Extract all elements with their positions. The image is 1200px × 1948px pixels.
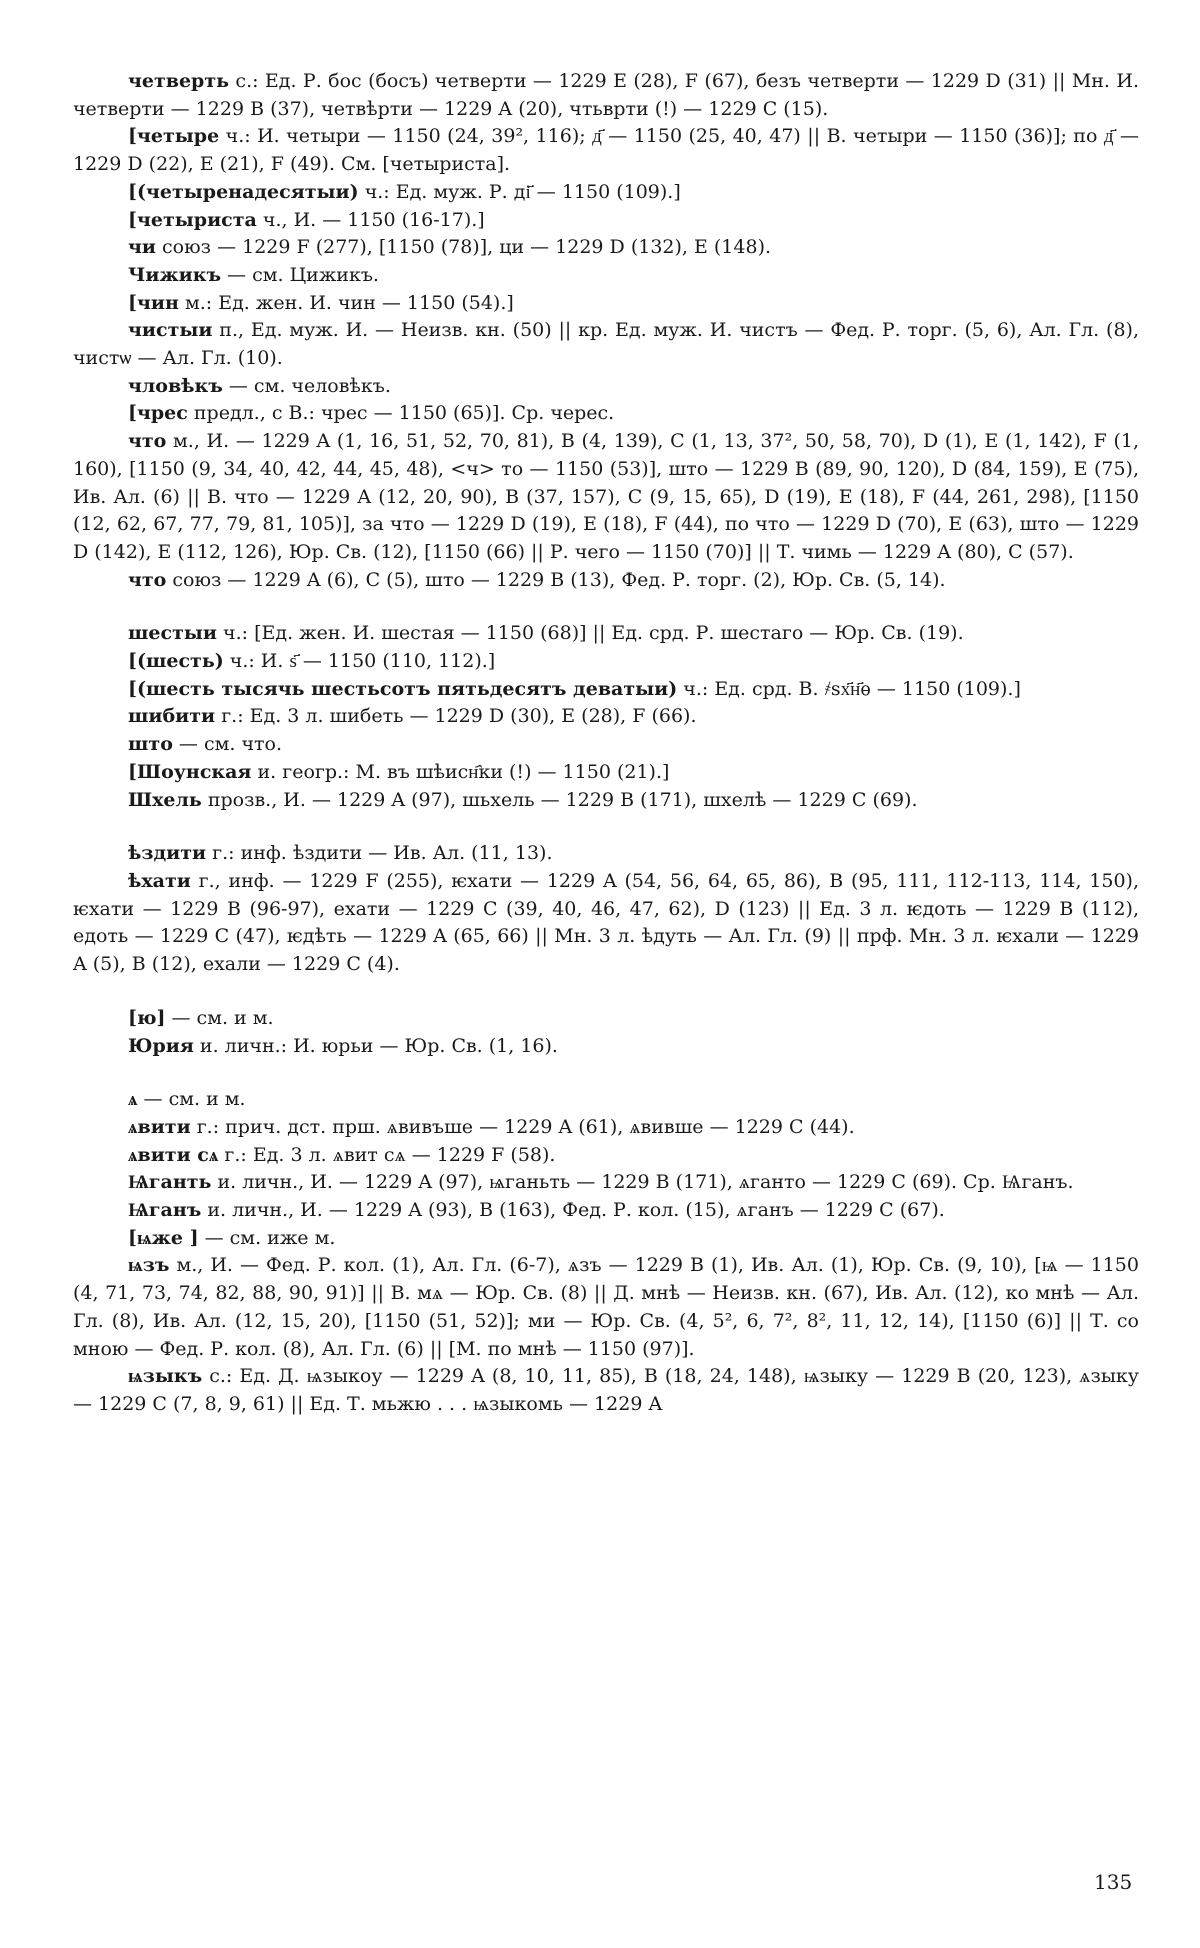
dictionary-entry [73, 179, 1139, 207]
entry-body: г.: Ед. 3 л. шибеть — 1229 D (30), E (28), F (66). [215, 705, 697, 728]
dictionary-entry [73, 840, 1139, 868]
dictionary-entry [73, 207, 1139, 235]
entry-body: м.: Ед. жен. И. чин — 1150 (54).] [178, 291, 514, 314]
entry-headword: [чрес [128, 402, 188, 425]
dictionary-entry [73, 428, 1139, 567]
entry-headword: [четыриста [128, 208, 257, 231]
entry-headword: [(шесть) [128, 650, 224, 673]
entry-headword: ѧ [128, 1088, 138, 1111]
entry-body: ч.: И. ѕ҃ — 1150 (110, 112).] [223, 650, 496, 673]
dictionary-entry [73, 1142, 1139, 1170]
entry-headword: ѩзъ [128, 1254, 170, 1277]
entry-body: и. личн., И. — 1229 A (97), ѩганьть — 1229 B (171), ѧганто — 1229 C (69). Ср. Ѩганъ. [211, 1171, 1074, 1194]
dictionary-entry [73, 703, 1139, 731]
dictionary-entry [73, 1033, 1139, 1061]
section-gap [73, 814, 1139, 840]
dictionary-entry [73, 1005, 1139, 1033]
entry-body: ч.: Ед. срд. В. ҂ѕх҃н҃ѳ — 1150 (109).] [677, 677, 1021, 700]
dictionary-entry [73, 759, 1139, 787]
entry-headword: ѣздити [128, 842, 207, 865]
entry-headword: [четыре [128, 125, 220, 148]
section-gap [73, 594, 1139, 620]
entry-body: г., инф. — 1229 F (255), ѥхати — 1229 A (54, 56, 64, 65, 86), B (95, 111, 112-113, 114, 150), ѥхати — 1229 B (96-97), ехати — 1229 C (39, 40, 46, 47, 62), D (123) || Ед. 3 л. ѥдоть — 1229 B (112), едоть — 1229 C (47), ѥдѣть — 1229 A (65, 66) || Мн. 3 л. ѣдуть — Ал. Гл. (9) || прф. Мн. 3 л. ѥхали — 1229 A (5), B (12), ехали — 1229 C (4). [73, 869, 1139, 976]
entry-headword: что [128, 568, 167, 591]
dictionary-entry [73, 400, 1139, 428]
dictionary-entry [73, 1225, 1139, 1253]
entry-headword: Ѩганъ [128, 1199, 202, 1222]
entry-body: прозв., И. — 1229 A (97), шьхель — 1229 B (171), шхелѣ — 1229 C (69). [201, 788, 918, 811]
entry-headword: четверть [128, 70, 230, 92]
entry-headword: [ю] [128, 1006, 166, 1029]
dictionary-entry [73, 1086, 1139, 1114]
entry-body: ч.: И. четыри — 1150 (24, 39², 116); д҃ — 1150 (25, 40, 47) || В. четыри — 1150 (36)]; по д҃ — 1229 D (22), E (21), F (49). См. [четыриста]. [73, 125, 1139, 176]
entry-body: и. геогр.: М. въ шѣисн҄ки (!) — 1150 (21).] [251, 760, 670, 783]
entry-body: г.: прич. дст. прш. ѧвивъше — 1229 A (61), ѧвивше — 1229 C (44). [190, 1115, 855, 1138]
entry-body: ч.: Ед. муж. Р. ді҃ — 1150 (109).] [358, 180, 681, 203]
dictionary-entry [73, 1114, 1139, 1142]
entry-headword: [(шесть тысячь шестьсотъ пятьдесятъ деватыи) [128, 677, 678, 700]
entry-headword: [(четыренадесятыи) [128, 180, 359, 203]
entry-body: и. личн.: И. юрьи — Юр. Св. (1, 16). [193, 1034, 558, 1057]
entry-body: — см. и м. [165, 1006, 274, 1029]
entry-headword: что [128, 430, 167, 453]
entries-list [73, 68, 1139, 1419]
dictionary-entry [73, 731, 1139, 759]
entry-body: союз — 1229 A (6), C (5), што — 1229 B (13), Фед. Р. торг. (2), Юр. Св. (5, 14). [166, 568, 946, 591]
dictionary-entry [73, 620, 1139, 648]
entry-body: м., И. — Фед. Р. кол. (1), Ал. Гл. (6-7), ѧзъ — 1229 B (1), Ив. Ал. (1), Юр. Св. (9, 10), [ѩ — 1150 (4, 71, 73, 74, 82, 88, 90, 91)] || В. мѧ — Юр. Св. (8) || Д. мнѣ — Неизв. кн. (67), Ив. Ал. (12), ко мнѣ — Ал. Гл. (8), Ив. Ал. (12, 15, 20), [1150 (51, 52)]; ми — Юр. Св. (4, 5², 6, 7², 8², 11, 12, 14), [1150 (6)] || Т. со мною — Фед. Р. кол. (8), Ал. Гл. (6) || [М. по мнѣ — 1150 (97)]. [73, 1254, 1139, 1360]
entry-headword: Ѩганть [128, 1171, 212, 1194]
dictionary-entry [73, 676, 1139, 704]
entry-body: м., И. — 1229 A (1, 16, 51, 52, 70, 81), B (4, 139), C (1, 13, 37², 50, 58, 70), D (1), E (1, 142), F (1, 160), [1150 (9, 34, 40, 42, 44, 45, 48), <ч> то — 1150 (53)], што — 1229 B (89, 90, 120), D (84, 159), E (75), Ив. Ал. (6) || В. что — 1229 A (12, 20, 90), B (37, 157), C (9, 15, 65), D (19), E (18), F (44, 261, 298), [1150 (12, 62, 67, 77, 79, 81, 105)], за что — 1229 D (19), E (18), F (44), по что — 1229 D (70), E (63), што — 1229 D (142), E (112, 126), Юр. Св. (12), [1150 (66) || Р. чего — 1150 (70)] || Т. чимь — 1229 A (80), C (57). [73, 430, 1139, 563]
entry-body: с.: Ед. Д. ѩзыкоу — 1229 A (8, 10, 11, 85), B (18, 24, 148), ѩзыку — 1229 B (20, 123), ѧзыку — 1229 C (7, 8, 9, 61) || Ед. Т. мьжю . . . ѩзыкомь — 1229 A [73, 1365, 1139, 1415]
dictionary-page [73, 68, 1139, 1419]
entry-body: — см. человѣкъ. [222, 374, 391, 397]
entry-headword: чловѣкъ [128, 374, 223, 397]
page-number: 135 [1094, 1870, 1133, 1894]
dictionary-entry [73, 648, 1139, 676]
entry-body: — см. и м. [137, 1088, 246, 1111]
entry-body: ч., И. — 1150 (16-17).] [256, 208, 485, 231]
entry-headword: Чижикъ [128, 263, 222, 286]
entry-headword: ѣхати [128, 869, 191, 892]
entry-headword: шибити [128, 705, 216, 728]
dictionary-entry [73, 68, 1139, 123]
section-gap [73, 1060, 1139, 1086]
dictionary-entry [73, 1169, 1139, 1197]
dictionary-entry [73, 373, 1139, 401]
entry-body: — см. что. [172, 733, 283, 756]
entry-headword: ѧвити [128, 1115, 191, 1138]
entry-body: с.: Ед. Р. бос (босъ) четверти — 1229 E (28), F (67), безъ четверти — 1229 D (31) || Мн. И. четверти — 1229 B (37), четвѣрти — 1229 A (20), чтьврти (!) — 1229 C (15). [73, 70, 1139, 120]
dictionary-entry [73, 868, 1139, 979]
dictionary-entry [73, 567, 1139, 595]
entry-body: г.: Ед. 3 л. ѧвит сѧ — 1229 F (58). [218, 1143, 556, 1166]
dictionary-entry [73, 1252, 1139, 1363]
entry-body: союз — 1229 F (277), [1150 (78)], ци — 1229 D (132), E (148). [156, 236, 772, 259]
entry-headword: чи [128, 236, 156, 259]
dictionary-entry [73, 123, 1139, 178]
dictionary-entry [73, 290, 1139, 318]
entry-body: ч.: [Ед. жен. И. шестая — 1150 (68)] || Ед. срд. Р. шестаго — Юр. Св. (19). [217, 622, 964, 645]
entry-body: и. личн., И. — 1229 A (93), B (163), Фед. Р. кол. (15), ѧганъ — 1229 C (67). [201, 1199, 945, 1222]
entry-headword: што [128, 733, 173, 756]
entry-body: — см. иже м. [198, 1226, 336, 1249]
dictionary-entry [73, 1197, 1139, 1225]
entry-body: п., Ед. муж. И. — Неизв. кн. (50) || кр. Ед. муж. И. чистъ — Фед. Р. торг. (5, 6), Ал. Гл. (8), чистѡ — Ал. Гл. (10). [73, 319, 1139, 370]
entry-headword: [чин [128, 291, 179, 314]
entry-body: предл., с В.: чрес — 1150 (65)]. Ср. черес. [187, 402, 615, 425]
entry-headword: чистыи [128, 319, 213, 342]
dictionary-entry [73, 234, 1139, 262]
dictionary-entry [73, 317, 1139, 372]
dictionary-entry [73, 787, 1139, 815]
entry-headword: Юрия [128, 1034, 194, 1057]
entry-headword: ѧвити сѧ [128, 1143, 219, 1166]
dictionary-entry [73, 1363, 1139, 1418]
entry-headword: ѩзыкъ [128, 1365, 203, 1388]
entry-headword: шестыи [128, 622, 217, 645]
entry-headword: [ѩже ] [128, 1226, 199, 1249]
dictionary-entry [73, 262, 1139, 290]
section-gap [73, 979, 1139, 1005]
entry-body: — см. Цижикъ. [221, 263, 379, 286]
entry-headword: Шхель [128, 788, 202, 811]
entry-body: г.: инф. ѣздити — Ив. Ал. (11, 13). [206, 842, 553, 865]
entry-headword: [Шоунская [128, 760, 252, 783]
